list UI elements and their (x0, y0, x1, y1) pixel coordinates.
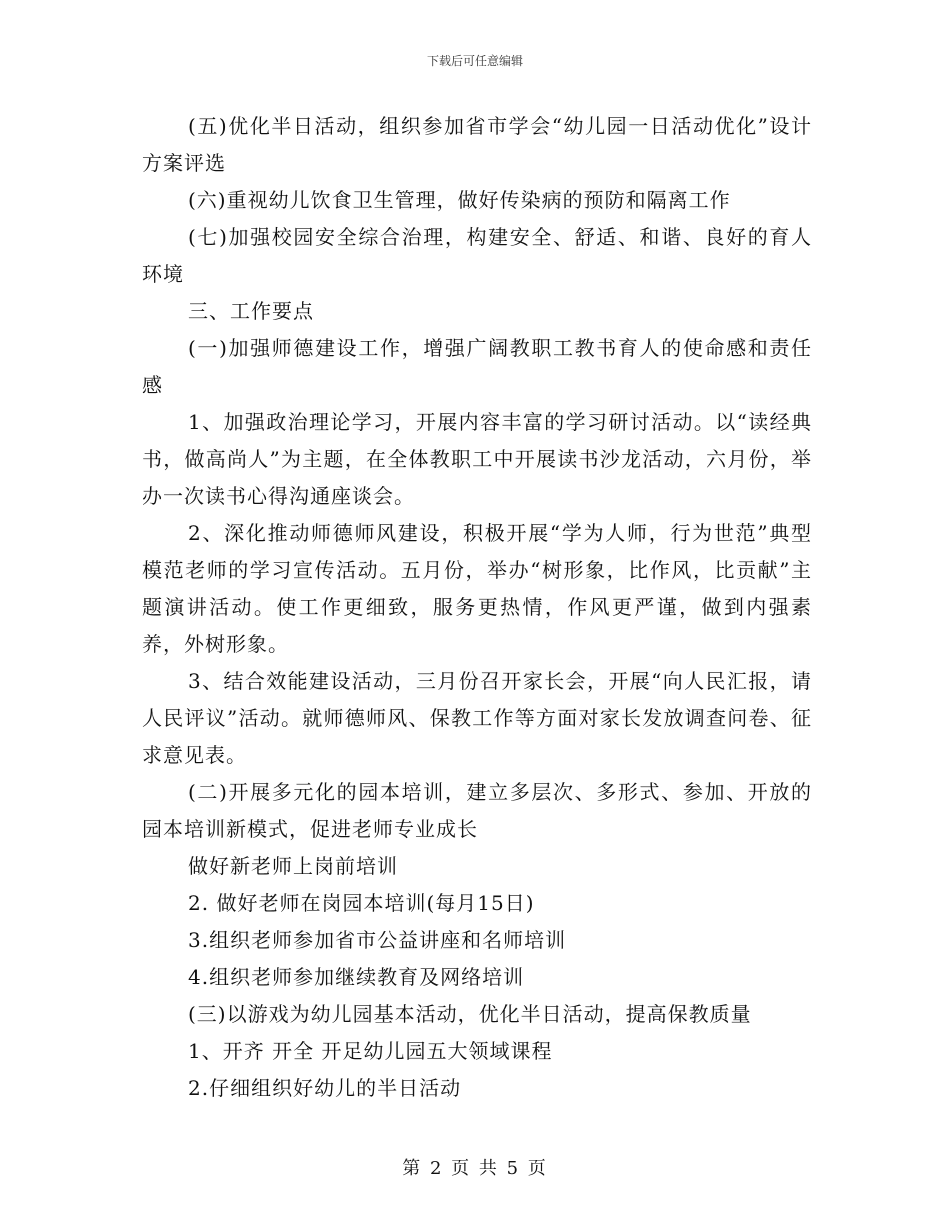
section-heading-work-points: 三、工作要点 (188, 299, 314, 323)
paragraph-efficiency-activity: 3、结合效能建设活动，三月份召开家长会，开展“向人民汇报，请人民评议”活动。就师德师风、保教工作等方面对家长发放调查问卷、征求意见表。 (142, 669, 812, 767)
list-item-five-domains: 1、开齐 开全 开足幼儿园五大领域课程 (188, 1039, 553, 1063)
paragraph-2-training: (二)开展多元化的园本培训，建立多层次、多形式、参加、开放的园本培训新模式，促进老师专业成长 (142, 780, 812, 841)
paragraph-3-games: (三)以游戏为幼儿园基本活动，优化半日活动，提高保教质量 (188, 1002, 752, 1026)
paragraph-7-campus-safety: (七)加强校园安全综合治理，构建安全、舒适、和谐、良好的育人环境 (142, 225, 812, 286)
header-note: 下载后可任意编辑 (426, 54, 523, 68)
paragraph-1-teacher-ethics: (一)加强师德建设工作，增强广阔教职工教书育人的使命感和责任感 (142, 336, 812, 397)
list-item-continuing-education: 4.组织老师参加继续教育及网络培训 (188, 965, 525, 989)
list-item-half-day-activity: 2.仔细组织好幼儿的半日活动 (188, 1076, 462, 1100)
list-item-public-lectures: 3.组织老师参加省市公益讲座和名师培训 (188, 928, 567, 952)
page-number-footer: 第 2 页 共 5 页 (402, 1158, 548, 1179)
document-body (142, 108, 812, 1107)
list-item-in-service-training: 2. 做好老师在岗园本培训(每月15日) (188, 891, 535, 915)
paragraph-6-diet-hygiene: (六)重视幼儿饮食卫生管理，做好传染病的预防和隔离工作 (188, 188, 731, 212)
list-item-new-teacher-training: 做好新老师上岗前培训 (188, 854, 398, 878)
paragraph-5-optimize-half-day: (五)优化半日活动，组织参加省市学会“幼儿园一日活动优化”设计方案评选 (142, 114, 812, 175)
paragraph-political-study: 1、加强政治理论学习，开展内容丰富的学习研讨活动。以“读经典书，做高尚人”为主题，在全体教职工中开展读书沙龙活动，六月份，举办一次读书心得沟通座谈会。 (142, 410, 812, 508)
paragraph-ethics-construction: 2、深化推动师德师风建设，积极开展“学为人师，行为世范”典型模范老师的学习宣传活动。五月份，举办“树形象，比作风，比贡献”主题演讲活动。使工作更细致，服务更热情，作风更严谨，做到内强素养，外树形象。 (142, 521, 812, 656)
